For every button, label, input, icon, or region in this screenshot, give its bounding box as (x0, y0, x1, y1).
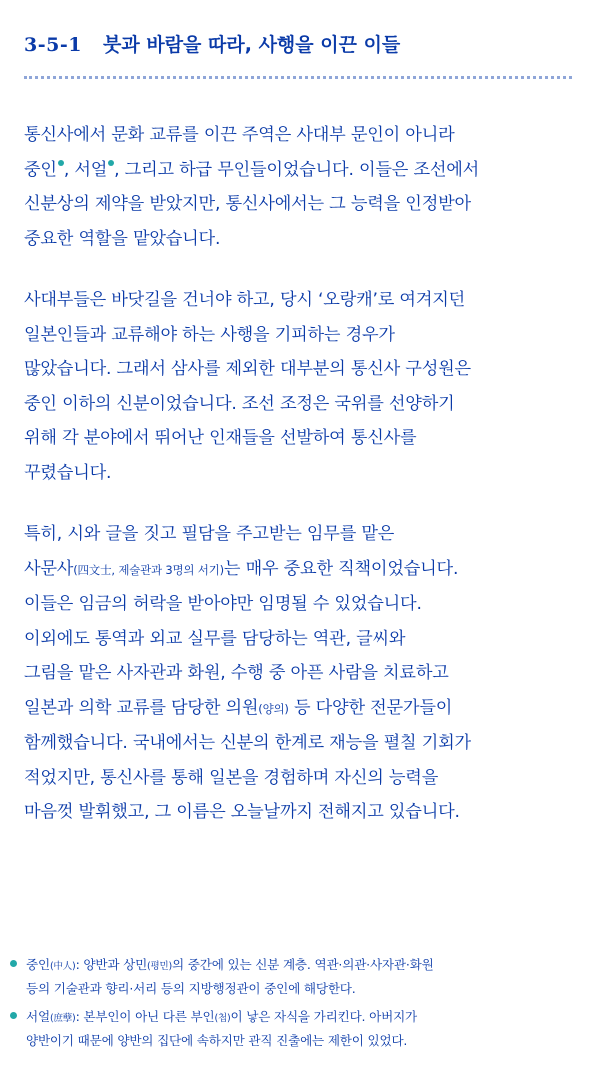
text-segment: 이들은 임금의 허락을 받아야만 임명될 수 있었습니다. (24, 594, 422, 614)
text-segment: 신분상의 제약을 받았지만, 통신사에서는 그 능력을 인정받아 (24, 194, 471, 214)
text-line (24, 187, 580, 222)
annotation-text: (평민) (147, 961, 173, 972)
annotation-text: (양의) (258, 701, 289, 716)
text-segment: 사문사 (24, 558, 74, 579)
text-segment: , 그리고 하급 무인들이었습니다. 이들은 조선에서 (114, 159, 480, 180)
annotation-text: (中人) (49, 961, 76, 972)
text-segment: 의 중간에 있는 신분 계층. 역관·의관·사자관·화원 (172, 957, 434, 972)
text-segment: 마음껏 발휘했고, 그 이름은 오늘날까지 전해지고 있습니다. (24, 802, 460, 822)
text-segment: 등의 기술관과 향리·서리 등의 지방행정관이 중인에 해당한다. (26, 981, 356, 996)
text-segment: 이 낳은 자식을 가리킨다. 아버지가 (230, 1009, 418, 1024)
text-segment: : 양반과 상민 (75, 957, 148, 972)
text-segment: 일본인들과 교류해야 하는 사행을 기피하는 경우가 (24, 324, 395, 345)
text-line (24, 761, 580, 796)
text-segment: 그림을 맡은 사자관과 화원, 수행 중 아픈 사람을 치료하고 (24, 663, 449, 683)
dotted-divider (24, 76, 572, 79)
text-line (24, 283, 580, 318)
section-title: 붓과 바람을 따라, 사행을 이끈 이들 (103, 34, 401, 56)
text-line (24, 387, 580, 422)
text-segment: 함께했습니다. 국내에서는 신분의 한계로 재능을 펼칠 기회가 (24, 733, 471, 753)
text-segment: 는 매우 중요한 직책이었습니다. (223, 558, 459, 579)
text-segment: 일본과 의학 교류를 담당한 의원 (24, 697, 259, 718)
text-line (24, 587, 580, 622)
text-segment: 중요한 역할을 맡았습니다. (24, 228, 221, 249)
text-segment: , 서얼 (63, 159, 108, 180)
text-line (24, 222, 580, 257)
text-line (24, 318, 580, 353)
annotation-text: (첩) (214, 1013, 231, 1024)
text-line (24, 352, 580, 387)
text-segment: 꾸렸습니다. (24, 462, 112, 483)
bullet-icon (10, 960, 17, 967)
footnote (10, 1006, 590, 1052)
text-segment: 중인 (26, 957, 50, 972)
text-segment: : 본부인이 아닌 다른 부인 (75, 1009, 215, 1024)
footnote (10, 954, 590, 1000)
text-segment: 통신사에서 문화 교류를 이끈 주역은 사대부 문인이 아니라 (24, 125, 455, 145)
text-line (24, 517, 580, 552)
text-line (24, 726, 580, 761)
annotation-text: (四文士, 제술관과 3명의 서기) (73, 562, 224, 577)
footnote-line (26, 978, 590, 1000)
annotation-text: (庶孽) (49, 1013, 76, 1024)
text-segment: 특히, 시와 글을 짓고 필담을 주고받는 임무를 맡은 (24, 524, 395, 544)
text-segment: 사대부들은 바닷길을 건너야 하고, 당시 ‘오랑캐’로 여겨지던 (24, 290, 466, 310)
body-text (24, 118, 580, 857)
text-segment: 중인 (24, 159, 57, 180)
text-segment: 양반이기 때문에 양반의 집단에 속하지만 관직 진출에는 제한이 있었다. (26, 1033, 408, 1048)
text-line (24, 795, 580, 830)
text-line (24, 421, 580, 456)
footnotes (10, 954, 590, 1058)
paragraph (24, 283, 580, 490)
text-line (24, 656, 580, 691)
text-segment: 서얼 (26, 1009, 50, 1024)
text-line (24, 456, 580, 491)
paragraph (24, 517, 580, 830)
text-line (24, 153, 580, 188)
text-segment: 중인 이하의 신분이었습니다. 조선 조정은 국위를 선양하기 (24, 393, 455, 414)
text-segment: 이외에도 통역과 외교 실무를 담당하는 역관, 글씨와 (24, 628, 406, 649)
text-segment: 등 다양한 전문가들이 (288, 697, 453, 718)
text-line (24, 691, 580, 727)
paragraph (24, 118, 580, 256)
bullet-icon (10, 1012, 17, 1019)
text-line (24, 622, 580, 657)
footnote-line (26, 1030, 590, 1052)
footnote-line (26, 954, 590, 978)
section-header (24, 30, 574, 57)
footnote-line (26, 1006, 590, 1030)
section-number: 3-5-1 (24, 34, 82, 56)
text-segment: 많았습니다. 그래서 삼사를 제외한 대부분의 통신사 구성원은 (24, 359, 471, 379)
text-segment: 위해 각 분야에서 뛰어난 인재들을 선발하여 통신사를 (24, 428, 417, 448)
text-line (24, 552, 580, 588)
text-segment: 적었지만, 통신사를 통해 일본을 경험하며 자신의 능력을 (24, 767, 439, 788)
text-line (24, 118, 580, 153)
